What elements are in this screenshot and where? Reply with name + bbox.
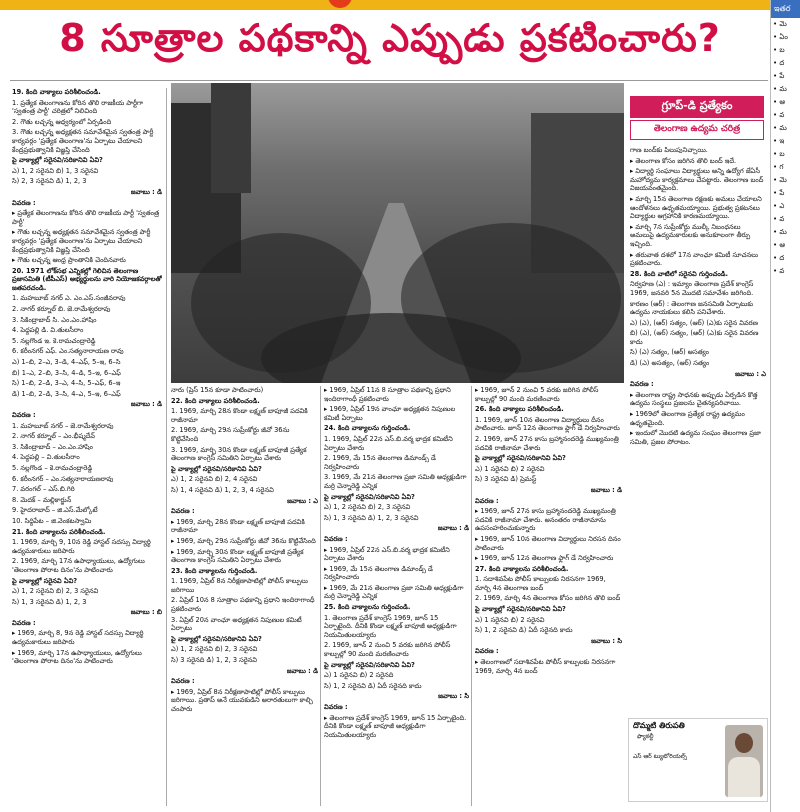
text-line: ▸ 1969, మార్చి 29న సుప్రీంకోర్టు జీవో 36ను కొట్టివేసింది (171, 536, 316, 545)
sidebar-item[interactable]: • వ (773, 111, 785, 119)
answer-line: జవాబు : డి (130, 187, 162, 196)
text-line: 2. 1969, జూన్ 2 నుంచి 5 వరకు జరిగిన పోలీస్ కాల్పుల్లో 90 మంది మరణించారు (324, 641, 451, 659)
author-role: ఫ్యాకల్టీ (637, 733, 654, 740)
question-column-4 (475, 386, 622, 808)
sidebar-item[interactable]: • బ (773, 46, 785, 54)
question-heading: పై వాక్యాల్లో సరైనవి/సరికానివి ఏవి? (324, 492, 415, 501)
text-line: ఎ) 1, 2 సరైనవి బి) 1, 3 సరైనవి (12, 166, 99, 175)
question-heading: 28. కింది వాటిలో సరైనవి గుర్తించండి. (630, 269, 729, 278)
question-heading: వివరణ : (12, 198, 36, 207)
text-line: ▸ 1969, జూన్ 10న తెలంగాణ విద్యార్థులు నిరసన దినం పాటించారు (475, 534, 621, 552)
text-line: ▸ 1969, ఏప్రిల్ 8న నిరీక్షణాపాటిల్లో పోలీస్ కాల్పులు జరిగాయి. ప్రతాప్ అనే యువకుడిని అరారతులుగా కాల్చి చంపారు (171, 687, 313, 713)
author-org: ఎస్ ఆర్ ట్యుటోరియల్స్ (633, 753, 688, 760)
answer-line: జవాబు : డి (286, 666, 318, 675)
sidebar-item[interactable]: • మ (773, 124, 787, 132)
sidebar-item[interactable]: • ద (773, 59, 785, 67)
text-line: 3. గౌతు లచ్చన్న అధ్యక్షతన సమావేశమైన స్వతంత్ర పార్టీ కార్యవర్గం 'ప్రత్యేక తెలంగాణ'ను ఏర్పాటు చేయాలని కేంద్రప్రభుత్వానికి విజ్ఞప్తి చేసింది (12, 128, 154, 154)
sidebar-item[interactable]: • వ (773, 215, 785, 223)
text-line: 1. 1969, మార్చి 28న కొండా లక్ష్మణ్ బాపూజీ పదవికి రాజీనామా (171, 407, 308, 424)
answer-line: జవాబు : సి (438, 692, 469, 701)
question-heading: 22. కింది వాక్యాలు పరిశీలించండి. (171, 396, 260, 405)
text-line: ▸ ఇందులో మొదటి ఉద్యమ సంఘం తెలంగాణ ప్రజా సమితి, ప్రజల పోరాటం. (630, 429, 761, 446)
text-line: 2. 1969, జూన్ 27న కాసు బ్రహ్మానందరెడ్డి ముఖ్యమంత్రి పదవికి రాజీనామా చేశారు (475, 434, 619, 452)
text-line: 2. నాగర్ కర్నూల్ బి. జె.రామేశ్వరరావు (12, 305, 111, 314)
text-line: 6. కరీంనగర్ ఎఫ్. ఎం.సత్యనారాయణ రావు (12, 347, 124, 356)
answer-line: జవాబు : డి (130, 400, 162, 409)
text-line: 8. మెదక్ – మల్లికార్జున్ (12, 495, 72, 504)
sidebar-item[interactable]: • ఎ (773, 202, 785, 210)
question-heading: 24. కింది వాక్యాలను గుర్తించండి. (324, 424, 411, 433)
question-heading: వివరణ : (171, 507, 195, 516)
answer-line: జవాబు : ఎ (735, 369, 766, 378)
question-heading: పై వాక్యాల్లో సరైనవి/సరికానివి ఏవి? (475, 605, 566, 614)
text-line: 1. మహబూబ్ నగర్ ఎ. ఎం.ఎస్.సంజీవరావు (12, 294, 126, 303)
text-line: ▸ 1969, ఏప్రిల్ 22న ఎస్.బి.వర్మ భాద్రక కమిటీని ఏర్పాటు చేశారు (324, 545, 450, 563)
question-column-1 (12, 88, 162, 808)
headline-divider (10, 80, 768, 81)
text-line: సి) 1–బి, 2–డి, 3–ఎ, 4–సి, 5–ఎఫ్, 6–ఇ (12, 379, 121, 388)
column-divider (471, 386, 472, 806)
text-line: ఎ) (ఎ), (ఆర్) సత్యం, (ఆర్) (ఎ)కు సరైన వివరణ (630, 318, 758, 327)
column-divider (166, 88, 167, 806)
question-heading: పై వాక్యాల్లో సరైనవి/సరికానివి ఏవి? (171, 464, 262, 473)
author-box (628, 718, 768, 802)
question-heading: పై వాక్యాల్లో సరైనవి/సరికానివి ఏవి? (171, 634, 262, 643)
sidebar-item[interactable]: • ద (773, 254, 785, 262)
text-line: ▸ 1969, జూన్ 27న కాసు బ్రహ్మానందరెడ్డి ముఖ్యమంత్రి పదవికి రాజీనామా చేశారు. అనంతరం రాజీనామాను ఉపసంహరించుకున్నారు (475, 507, 616, 533)
question-column-2 (171, 386, 318, 808)
text-line: ▸ ప్రత్యేక తెలంగాణను కోరిన తొలి రాజకీయ పార్టీ 'స్వతంత్ర పార్టీ' (12, 209, 160, 226)
question-heading: వివరణ : (475, 647, 499, 656)
answer-line: జవాబు : డి (437, 524, 469, 533)
right-sidebar (770, 0, 800, 812)
text-line: సి) 3 సరైనది డి) 1, 2, 3 సరైనవి (171, 656, 257, 665)
text-line: 2. 1969, మార్చి 29న సుప్రీంకోర్టు జీవో 36ను కొట్టివేసింది (171, 426, 290, 443)
text-line: ▸ తెలంగాణ ప్రదేశ్ కాంగ్రెస్ 1969, జూన్ 15 ఏర్పాటైంది. దీనికి కొండా లక్ష్మణ్ బాపూజీ అధ్యక్షుడిగా నియమితులయ్యారు (324, 713, 467, 739)
question-heading: వివరణ : (475, 496, 499, 505)
question-heading: వివరణ : (12, 411, 36, 419)
text-line: 1. సదాశివపేట పోలీస్ కాల్పులకు నిరసనగా 1969, మార్చి 4న తెలంగాణ బంద్ (475, 575, 606, 592)
sidebar-item[interactable]: • పే (773, 189, 785, 197)
sidebar-item[interactable]: • మ (773, 228, 787, 236)
text-line: ▸ 1969, మే 21న తెలంగాణ ప్రజా సమితి అధ్యక్షుడిగా మర్రి చెన్నారెడ్డి ఎన్నిక (324, 583, 464, 601)
text-line: ▸ తెలంగాణ కోసం జరిగిన తొలి బంద్ ఇదే. (630, 156, 737, 165)
text-line: ఎ) 1, 2 సరైనవి బి) 2, 3 సరైనవి (324, 503, 411, 512)
text-line: ▸ తరువాత దశలో 17న వాంఛూ కమిటీ సూచనలు ప్రకటించారు. (630, 250, 759, 268)
text-line: ఎ) 1 సరైనవి బి) 2 సరైనవి (475, 615, 545, 624)
sidebar-item[interactable]: • మె (773, 20, 787, 28)
text-line: సి) 1, 3 సరైనవి డి) 1, 2, 3 సరైనవి (324, 513, 419, 522)
text-line: సి) 1, 3 సరైనవి డి) 1, 2, 3 (12, 597, 87, 606)
text-line: ▸ మార్చి 7న సుప్రీంకోర్టు ముల్కీ నిబంధనలు అమలుపై ఉద్యమకారులకు అనుకూలంగా తీర్పు ఇచ్చింది. (630, 222, 751, 248)
sidebar-item[interactable]: • ఏం (773, 33, 788, 41)
question-heading: 27. కింది వాక్యాలను పరిశీలించండి. (475, 564, 569, 573)
text-line: ▸ 1969, ఏప్రిల్ 11న 8 సూత్రాల పథకాన్ని ప్రధాని ఇందిరాగాంధీ ప్రకటించారు (324, 386, 451, 403)
text-line: బి) 1–ఎ, 2–బి, 3–సి, 4–డి, 5–ఇ, 6–ఎఫ్ (12, 368, 121, 377)
text-line: 5. నల్లగొండ – కె.రామచంద్రారెడ్డి (12, 463, 93, 472)
answer-line: జవాబు : ఎ (287, 496, 318, 505)
text-line: ▸ 1969, ఏప్రిల్ 19న వాంఛూ అధ్యక్షతన నిపుణుల కమిటీ ఏర్పాటు (324, 405, 456, 422)
text-line: ఎ) 1, 2 సరైనవి బి) 2, 3 సరైనవి (12, 587, 99, 596)
question-heading: పై వాక్యాల్లో సరైనవి/సరికానివి ఏవి? (12, 156, 103, 165)
text-line: నిర్వహణ (ఎ) : ఇమ్యాం తెలంగాణ ప్రదేశ్ కాంగ్రెస్ 1969, జనవరి 5న మొదటి సమావేశం జరిగింది. (630, 280, 754, 297)
text-line: గాణ బంద్‌కు పిలుపునిచ్చాయి. (630, 146, 708, 154)
text-line: 1. మహబూబ్ నగర్ – జె.రామేశ్వరరావు (12, 421, 114, 430)
text-line: 9. హైదరాబాద్ – జి.ఎస్.మేల్కోటే (12, 506, 98, 515)
text-line: 3. 1969, మే 21న తెలంగాణ ప్రజా సమితి అధ్యక్షుడిగా మర్రి చెన్నారెడ్డి ఎన్నిక (324, 473, 467, 490)
text-line: ▸ గౌతు లచ్చన్న ఆంధ్ర ప్రాంతానికి చెందినవారు (12, 256, 126, 265)
text-line: ▸ తెలంగాణలో సదాశివపేట పోలీస్ కాల్పులకు నిరసనగా 1969, మార్చి 4న బంద్ (475, 658, 616, 675)
text-line: ▸ గౌతు లచ్చన్న అధ్యక్షతన సమావేశమైన స్వతంత్ర పార్టీ కార్యవర్గం 'ప్రత్యేక తెలంగాణ'ను ఏర్పాటు చేయాలని కేంద్రప్రభుత్వానికి విజ్ఞప్తి చేసింది (12, 228, 151, 254)
question-heading: వివరణ : (324, 534, 348, 543)
question-heading: 25. కింది వాక్యాలను గుర్తించండి. (324, 603, 411, 612)
group-d-special-badge: గ్రూప్‌-డి ప్రత్యేకం (630, 96, 764, 118)
text-line: ▸ 1969లో తెలంగాణ ప్రత్యేక రాష్ట్ర ఉద్యమం ఉధృతమైంది. (630, 410, 745, 427)
text-line: 1. తెలంగాణ ప్రదేశ్ కాంగ్రెస్ 1969, జూన్ 15 ఏర్పాటైంది. దీనికి కొండా లక్ష్మణ్ బాపూజీ అధ్యక్షుడిగా నియమితులయ్యారు (324, 613, 457, 639)
text-line: ▸ 1969, జూన్ 12న తెలంగాణ ఫ్లాగ్ డే నిర్వహించారు (475, 554, 614, 563)
question-heading: 19. కింది వాక్యాలు పరిశీలించండి. (12, 88, 101, 96)
text-line: ▸ 1969, మార్చి 28న కొండా లక్ష్మణ్ బాపూజీ పదవికి రాజీనామా (171, 517, 305, 535)
text-line: 4. పెద్దపల్లి డి. వి.తులసీరాం (12, 326, 84, 335)
text-line: సి) 3 సరైనవి డి) ప్రెమస్ట్ (475, 475, 537, 484)
text-line: 3. 1969, మార్చి 30న కొండా లక్ష్మణ్ బాపూజీ ప్రత్యేక తెలంగాణ కాంగ్రెస్ సమితిని ఏర్పాటు చేశారు (171, 445, 307, 463)
text-line: 2. ఏప్రిల్ 10న 8 సూత్రాల పథకాన్ని ప్రధాని ఇందిరాగాంధీ ప్రకటించారు (171, 596, 315, 614)
author-photo (725, 725, 763, 797)
question-heading: 26. కింది వాక్యాలు పరిశీలించండి. (475, 405, 564, 414)
text-line: సి) 2, 3 సరైనవి డి) 1, 2, 3 (12, 177, 87, 186)
question-heading: వివరణ : (630, 380, 654, 389)
question-heading: వివరణ : (12, 618, 36, 627)
text-line: 4. పెద్దపల్లి – వి.తులసీరాం (12, 453, 80, 462)
text-line: ▸ మార్చి 15న తెలంగాణ రక్షణకు అమలు చేయాలని ఆందోళనలు ఉధృతమయ్యాయి. ప్రభుత్వ ప్రకటనలు విద్యార్థుల ఆగ్రహానికి కారణమయ్యాయి. (630, 194, 762, 221)
text-line: ▸ విద్యార్థి సంఘాలు విద్యార్థులు అన్ని ఉద్యోగ జేఏసీ మహోద్యమ కార్యక్రమాలు చేపట్టారు. తెలంగాణ బంద్ విజయవంతమైంది. (630, 167, 764, 193)
question-heading: 21. కింది వాక్యాలను పరిశీలించండి. (12, 527, 106, 536)
text-line: డి) (ఎ) అసత్యం, (ఆర్) సత్యం (630, 359, 710, 368)
text-line: 1. 1969, జూన్ 10న తెలంగాణ విద్యార్థులు దీనం పాటించారు. జూన్ 12న తెలంగాణ ఫ్లాగ్ డే నిర్వహించారు (475, 415, 620, 433)
text-line: డి) 1–బి, 2–డి, 3–సి, 4–ఎ, 5–ఇ, 6–ఎఫ్ (12, 389, 121, 398)
text-line: 3. సికింద్రాబాద్ – ఎం.ఎం.హాషిం (12, 442, 93, 451)
sidebar-item[interactable]: • వ (773, 267, 785, 275)
answer-line: జవాబు : సి (591, 636, 622, 645)
text-line: నారు (ప్రెస్ 15న కూడా పాటించారు) (171, 386, 264, 394)
text-line: 2. నాగర్ కర్నూల్ – ఎం.భీష్మదేవ్ (12, 432, 95, 441)
text-line: ▸ 1969, మార్చి 8, 9న రెడ్డి హాస్టల్ సదస్సు విద్యార్థి ఉద్యమకారులు జరిపారు (12, 629, 144, 647)
sidebar-header: ఇతర (771, 0, 800, 18)
text-line: 6. కరీంనగర్ – ఎం.సత్యనారాయణరావు (12, 474, 114, 483)
text-line: సి) 1, 2 సరైనవి డి) ఏదీ సరైనది కాదు (475, 626, 573, 635)
text-line: 7. వరంగల్ – ఎస్.బి.గిరి (12, 485, 75, 494)
answer-line: జవాబు : బి (130, 608, 162, 617)
text-line: 1. ప్రత్యేక తెలంగాణను కోరిన తొలి రాజకీయ పార్టీగా 'స్వతంత్ర పార్టీ' చరిత్రలో నిలిచింది (12, 98, 144, 116)
sidebar-item[interactable]: • మె (773, 176, 787, 184)
text-line: ▸ 1969, మే 15న తెలంగాణ డిమాండ్స్ డే నిర్వహించారు (324, 564, 433, 582)
sidebar-item[interactable]: • బ (773, 150, 785, 158)
text-line: ఎ) 1, 2 సరైనవి బి) 2, 4 సరైనవి (171, 475, 258, 484)
text-line: బి) (ఎ), (ఆర్) సత్యం, (ఆర్) (ఎ)కు సరైన వివరణ కాదు (630, 329, 759, 346)
text-line: సి) (ఎ) సత్యం, (ఆర్) అసత్యం (630, 348, 709, 357)
text-line: ▸ 1969, మార్చి 17న ఉపాధ్యాయులు, ఉద్యోగులు 'తెలంగాణ పోరాట దినం'ను పాటించారు (12, 648, 142, 666)
column-divider (320, 386, 321, 806)
text-line: 2. గౌతు లచ్చన్న ఆధ్వర్యంలో ఏర్పడింది (12, 117, 112, 126)
text-line: 1. 1969, ఏప్రిల్ 22న ఎస్.బి.వర్మ భాద్రక కమిటీని ఏర్పాటు చేశారు (324, 434, 453, 452)
question-column-3 (324, 386, 469, 808)
question-heading: వివరణ : (171, 677, 195, 686)
text-line: 2. 1969, మే 15న తెలంగాణ డిమాండ్స్ డే నిర్వహించారు (324, 454, 436, 471)
question-heading: 23. కింది వాక్యాలను గుర్తించండి. (171, 566, 258, 575)
question-heading: పై వాక్యాల్లో సరైనవి/సరికానివి ఏవి? (475, 454, 566, 463)
text-line: 2. 1969, మార్చి 4న తెలంగాణ కోసం జరిగిన తొలి బంద్ (475, 594, 621, 603)
text-line: ▸ తెలంగాణ రాష్ట్ర సాధనకు అప్పుడు ఏర్పడిన కొత్త ఉద్యమ సంస్థలు ప్రజలను చైతన్యపరిచాయి. (630, 390, 758, 408)
text-line: 5. నల్లగొండ ఇ. కె.రామచంద్రారెడ్డి (12, 336, 96, 345)
text-line: 2. 1969, మార్చి 17న ఉపాధ్యాయులు, ఉద్యోగులు 'తెలంగాణ పోరాట దినం'ను పాటించారు (12, 557, 145, 574)
question-heading: పై వాక్యాల్లో సరైనవి/సరికానివి ఏవి? (324, 660, 415, 669)
section-subtitle: తెలంగాణ ఉద్యమ చరిత్ర (630, 120, 764, 140)
answer-line: జవాబు : డి (590, 485, 622, 494)
text-line: 3. ఏప్రిల్ 20న వాంఛూ అధ్యక్షతన నిపుణుల కమిటీ ఏర్పాటు (171, 615, 302, 633)
question-heading: వివరణ : (324, 703, 348, 711)
question-heading: 20. 1971 లోక్‌సభ ఎన్నికల్లో గెలిచిన తెలంగాణ ప్రజాసమితి (టీపీఎస్) అభ్యర్థులను వారి నియోజకవర్గాలతో జతపరచండి. (12, 266, 162, 292)
question-column-5 (630, 146, 766, 712)
text-line: ఎ) 1, 2 సరైనవి బి) 2, 3 సరైనవి (171, 645, 258, 654)
text-line: 1. 1969, మార్చి 9, 10న రెడ్డి హాస్టల్ సదస్సు విద్యార్థి ఉద్యమకారులు జరిపారు (12, 538, 151, 555)
top-logo-mark (328, 0, 352, 8)
sidebar-item[interactable]: • పే (773, 72, 785, 80)
top-color-bar (0, 0, 770, 10)
sidebar-item[interactable]: • మ (773, 85, 787, 93)
page-headline: 8 సూత్రాల పథకాన్ని ఎప్పుడు ప్రకటించారు? (59, 16, 721, 60)
text-line: సి) 1, 2 సరైనవి డి) ఏదీ సరైనది కాదు (324, 681, 422, 690)
protest-photo (171, 83, 624, 383)
text-line: ఎ) 1 సరైనవి బి) 2 సరైనది (324, 671, 394, 680)
sidebar-item[interactable]: • ఆ (773, 241, 785, 249)
text-line: 10. సిద్దిపేట – జి.వెంకటస్వామి (12, 516, 92, 525)
sidebar-item[interactable]: • గ (773, 163, 784, 171)
text-line: ▸ 1969, జూన్ 2 నుంచి 5 వరకు జరిగిన పోలీస్ కాల్పుల్లో 90 మంది మరణించారు (475, 386, 599, 403)
sidebar-item[interactable]: • ఆ (773, 98, 785, 106)
text-line: కారణం (ఆర్) : తెలంగాణ జనసమితి ఏర్పాటుకు ఉద్యమ నాయకులు కలిసి పనిచేశారు. (630, 299, 754, 317)
text-line: 3. సికింద్రాబాద్ సి. ఎం.ఎం.హాషిం (12, 315, 97, 324)
text-line: 1. 1969, ఏప్రిల్ 8న నిరీక్షణాపాటిల్లో పోలీస్ కాల్పులు జరిగాయి (171, 577, 308, 594)
author-name: దొమ్మటి తిరుపతి (633, 721, 685, 730)
text-line: ఎ) 1 సరైనవి బి) 2 సరైనవి (475, 464, 545, 473)
text-line: ఎ) 1–బి, 2–ఎ, 3–డి, 4–ఎఫ్, 5–ఇ, 6–సి (12, 358, 121, 367)
text-line: సి) 1, 4 సరైనవి డి) 1, 2, 3, 4 సరైనవి (171, 485, 274, 494)
sidebar-item[interactable]: • ఇ (773, 137, 785, 145)
question-heading: పై వాక్యాల్లో సరైనవి ఏవి? (12, 576, 78, 585)
text-line: ▸ 1969, మార్చి 30న కొండా లక్ష్మణ్ బాపూజీ ప్రత్యేక తెలంగాణ కాంగ్రెస్ సమితిని ఏర్పాటు చేశారు (171, 547, 304, 565)
